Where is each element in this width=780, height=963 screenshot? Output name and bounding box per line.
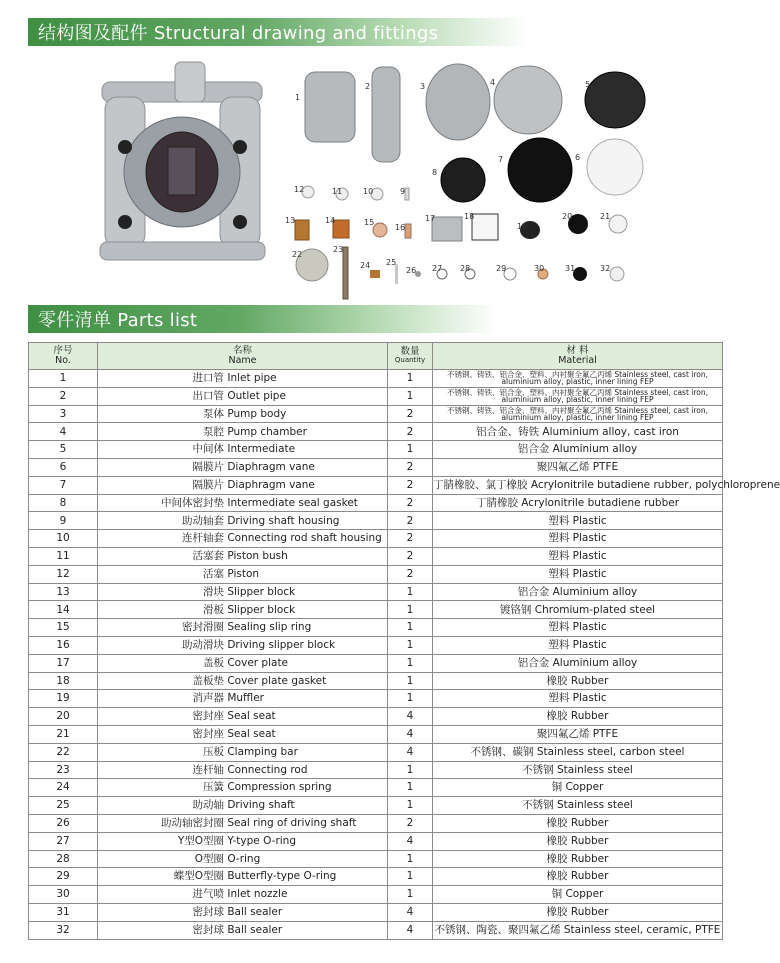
table-row <box>29 690 723 708</box>
part-name-zh: 隔膜片 <box>192 461 224 474</box>
part-material: 塑料 Plastic <box>433 619 723 637</box>
part-name-zh: 助动轴密封圈 <box>161 817 224 830</box>
part-number: 28 <box>29 850 98 868</box>
part-label-2: 2 <box>365 82 371 91</box>
table-header-row <box>29 343 723 370</box>
table-row <box>29 886 723 904</box>
part-name-zh: 进口管 <box>192 372 224 385</box>
part-quantity: 2 <box>388 405 433 423</box>
part-material: 塑料 Plastic <box>433 565 723 583</box>
part-name <box>98 601 388 619</box>
part-number: 11 <box>29 547 98 565</box>
part-number: 21 <box>29 725 98 743</box>
part-label-15: 15 <box>364 218 375 227</box>
section-banner-parts <box>28 305 498 333</box>
part-label-5: 5 <box>585 80 591 89</box>
part-label-27: 27 <box>432 264 443 273</box>
part-name <box>98 868 388 886</box>
part-material: 不锈钢、陶瓷、聚四氟乙烯 Stainless steel, ceramic, PTFE <box>433 921 723 939</box>
part-label-19: 19 <box>517 222 528 231</box>
part-name-zh: 出口管 <box>192 389 224 402</box>
part-material: 塑料 Plastic <box>433 547 723 565</box>
part-name <box>98 458 388 476</box>
part-name <box>98 832 388 850</box>
table-row <box>29 601 723 619</box>
part-name <box>98 690 388 708</box>
table-row <box>29 458 723 476</box>
part-name-zh: 连杆轴套 <box>182 532 224 545</box>
part-name-zh: 消声器 <box>192 692 224 705</box>
part-material: 聚四氟乙烯 PTFE <box>433 725 723 743</box>
part-name-zh: 滑板 <box>203 603 224 616</box>
part-name <box>98 423 388 441</box>
part-name-en: Driving slipper block <box>227 639 336 652</box>
pump-body-image <box>426 64 490 140</box>
diaphragm-ptfe-image <box>587 139 643 195</box>
part-name <box>98 565 388 583</box>
part-name-en: O-ring <box>227 852 261 865</box>
part-material: 不锈钢 Stainless steel <box>433 761 723 779</box>
part-label-24: 24 <box>360 261 371 270</box>
part-name-zh: 盖板垫 <box>192 674 224 687</box>
part-number: 30 <box>29 886 98 904</box>
part-quantity: 4 <box>388 708 433 726</box>
small-parts-row-1 <box>302 186 409 200</box>
outlet-pipe-image <box>372 67 400 162</box>
part-name-en: Cover plate <box>227 656 289 669</box>
part-material: 铝合金 Aluminium alloy <box>433 583 723 601</box>
part-label-21: 21 <box>600 212 611 221</box>
part-label-13: 13 <box>285 216 296 225</box>
part-name-en: Outlet pipe <box>227 389 286 402</box>
part-label-12: 12 <box>294 185 305 194</box>
table-row <box>29 761 723 779</box>
table-row <box>29 921 723 939</box>
part-name <box>98 476 388 494</box>
intermediate-image <box>585 72 645 128</box>
part-name-zh: 泵腔 <box>203 425 224 438</box>
table-row <box>29 619 723 637</box>
part-quantity: 4 <box>388 725 433 743</box>
part-number: 16 <box>29 636 98 654</box>
part-name-en: Clamping bar <box>227 745 298 758</box>
table-row <box>29 779 723 797</box>
part-name <box>98 814 388 832</box>
part-name-zh: 蝶型O型圈 <box>173 870 224 883</box>
part-name <box>98 547 388 565</box>
part-number: 9 <box>29 512 98 530</box>
part-number: 13 <box>29 583 98 601</box>
part-quantity: 1 <box>388 886 433 904</box>
part-name <box>98 708 388 726</box>
part-number: 6 <box>29 458 98 476</box>
section-title: 结构图及配件 Structural drawing and fittings <box>38 23 439 44</box>
part-label-14: 14 <box>325 216 336 225</box>
part-number: 22 <box>29 743 98 761</box>
part-quantity: 1 <box>388 387 433 405</box>
part-label-16: 16 <box>395 223 406 232</box>
part-name <box>98 530 388 548</box>
part-name <box>98 672 388 690</box>
part-name-en: Intermediate seal gasket <box>227 496 358 509</box>
part-material: 橡胶 Rubber <box>433 903 723 921</box>
part-quantity: 1 <box>388 619 433 637</box>
part-quantity: 1 <box>388 636 433 654</box>
part-name <box>98 405 388 423</box>
part-name-en: Connecting rod shaft housing <box>227 532 382 545</box>
part-number: 14 <box>29 601 98 619</box>
part-name-zh: 活塞 <box>203 567 224 580</box>
part-name-en: Y-type O-ring <box>227 834 296 847</box>
part-name-en: Piston <box>227 567 260 580</box>
part-quantity: 1 <box>388 601 433 619</box>
part-number: 10 <box>29 530 98 548</box>
table-row <box>29 476 723 494</box>
part-name <box>98 512 388 530</box>
part-material: 橡胶 Rubber <box>433 868 723 886</box>
part-quantity: 1 <box>388 850 433 868</box>
table-row <box>29 530 723 548</box>
part-name <box>98 903 388 921</box>
part-name-en: Compression spring <box>227 781 332 794</box>
inlet-pipe-image <box>305 72 355 142</box>
part-material: 塑料 Plastic <box>433 512 723 530</box>
part-name <box>98 921 388 939</box>
part-material: 橡胶 Rubber <box>433 850 723 868</box>
table-row <box>29 903 723 921</box>
part-quantity: 2 <box>388 814 433 832</box>
part-material: 橡胶 Rubber <box>433 832 723 850</box>
part-name-en: Seal seat <box>227 710 276 723</box>
part-material: 橡胶 Rubber <box>433 708 723 726</box>
part-label-31: 31 <box>565 264 576 273</box>
part-name <box>98 370 388 388</box>
part-quantity: 1 <box>388 441 433 459</box>
table-row <box>29 832 723 850</box>
pump-assembly-image <box>100 62 265 260</box>
part-material: 铝合金 Aluminium alloy <box>433 654 723 672</box>
part-name-zh: 连杆轴 <box>192 763 224 776</box>
part-name-en: Diaphragm vane <box>227 461 315 474</box>
part-name-en: Piston bush <box>227 550 288 563</box>
part-number: 5 <box>29 441 98 459</box>
part-number: 18 <box>29 672 98 690</box>
part-label-25: 25 <box>386 258 397 267</box>
part-label-20: 20 <box>562 212 573 221</box>
pump-chamber-image <box>494 66 562 134</box>
part-name-en: Intermediate <box>227 443 296 456</box>
part-name-zh: Y型O型圈 <box>177 834 224 847</box>
table-row <box>29 494 723 512</box>
small-parts-row-3 <box>296 247 624 299</box>
part-name-zh: 密封座 <box>192 728 224 741</box>
part-material: 橡胶 Rubber <box>433 814 723 832</box>
part-name <box>98 761 388 779</box>
part-name-zh: 进气喷 <box>192 888 224 901</box>
part-name-zh: O型圈 <box>194 852 224 865</box>
part-name-zh: 中间体密封垫 <box>161 496 224 509</box>
part-material: 不锈钢、铸铁、铝合金、塑料、内衬聚全氟乙丙烯 Stainless steel, cast iron, aluminium alloy, plastic, inner lining FEP <box>433 405 723 423</box>
table-row <box>29 725 723 743</box>
part-name-en: Seal ring of driving shaft <box>227 817 357 830</box>
part-number: 20 <box>29 708 98 726</box>
table-row <box>29 672 723 690</box>
part-name <box>98 387 388 405</box>
part-number: 8 <box>29 494 98 512</box>
part-quantity: 4 <box>388 743 433 761</box>
seal-gasket-image <box>441 158 485 202</box>
part-number: 15 <box>29 619 98 637</box>
part-quantity: 4 <box>388 921 433 939</box>
part-name-en: Ball sealer <box>227 906 283 919</box>
part-number: 4 <box>29 423 98 441</box>
part-name <box>98 886 388 904</box>
header-quantity: 数量 Quantity <box>388 343 433 370</box>
part-name-en: Butterfly-type O-ring <box>227 870 337 883</box>
part-number: 23 <box>29 761 98 779</box>
part-name <box>98 797 388 815</box>
part-number: 29 <box>29 868 98 886</box>
header-no: 序号 No. <box>29 343 98 370</box>
part-name <box>98 583 388 601</box>
part-number: 25 <box>29 797 98 815</box>
part-quantity: 1 <box>388 761 433 779</box>
part-name-en: Muffler <box>227 692 264 705</box>
part-material: 丁腈橡胶、氯丁橡胶 Acrylonitrile butadiene rubber, polychloroprene <box>433 476 723 494</box>
part-label-11: 11 <box>332 187 343 196</box>
part-name-en: Ball sealer <box>227 923 283 936</box>
part-name-zh: 密封滑圈 <box>182 621 224 634</box>
part-name <box>98 743 388 761</box>
part-quantity: 2 <box>388 476 433 494</box>
table-row <box>29 797 723 815</box>
part-number: 32 <box>29 921 98 939</box>
part-number: 27 <box>29 832 98 850</box>
part-quantity: 2 <box>388 494 433 512</box>
table-row <box>29 654 723 672</box>
small-parts-row-2 <box>295 214 627 241</box>
part-quantity: 2 <box>388 512 433 530</box>
part-name-en: Pump body <box>227 407 287 420</box>
table-row <box>29 708 723 726</box>
part-name-en: Slipper block <box>227 585 296 598</box>
part-material: 不锈钢、碳钢 Stainless steel, carbon steel <box>433 743 723 761</box>
part-quantity: 1 <box>388 672 433 690</box>
table-row <box>29 636 723 654</box>
table-row <box>29 423 723 441</box>
parts-table-body <box>29 370 780 940</box>
part-label-17: 17 <box>425 214 436 223</box>
part-quantity: 4 <box>388 832 433 850</box>
part-material: 不锈钢、铸铁、铝合金、塑料、内衬聚全氟乙丙烯 Stainless steel, cast iron, aluminium alloy, plastic, inner lining FEP <box>433 387 723 405</box>
part-label-26: 26 <box>406 266 417 275</box>
table-row <box>29 547 723 565</box>
part-label-18: 18 <box>464 212 475 221</box>
section-banner-structural <box>28 18 528 46</box>
table-row <box>29 868 723 886</box>
part-quantity: 1 <box>388 797 433 815</box>
part-label-1: 1 <box>295 93 301 102</box>
diaphragm-rubber-image <box>508 138 572 202</box>
part-name <box>98 725 388 743</box>
part-label-29: 29 <box>496 264 507 273</box>
part-quantity: 1 <box>388 690 433 708</box>
part-number: 24 <box>29 779 98 797</box>
part-material: 塑料 Plastic <box>433 636 723 654</box>
part-name-en: Driving shaft <box>227 799 295 812</box>
part-label-7: 7 <box>498 155 504 164</box>
parts-table <box>28 342 780 940</box>
part-material: 橡胶 Rubber <box>433 672 723 690</box>
part-material: 不锈钢、铸铁、铝合金、塑料、内衬聚全氟乙丙烯 Stainless steel, cast iron, aluminium alloy, plastic, inner lining FEP <box>433 370 723 388</box>
part-material: 塑料 Plastic <box>433 530 723 548</box>
part-name-zh: 压簧 <box>203 781 224 794</box>
part-label-28: 28 <box>460 264 471 273</box>
part-name-zh: 压板 <box>203 745 224 758</box>
part-number: 12 <box>29 565 98 583</box>
part-quantity: 2 <box>388 423 433 441</box>
part-quantity: 1 <box>388 370 433 388</box>
part-name-en: Slipper block <box>227 603 296 616</box>
part-number: 17 <box>29 654 98 672</box>
table-row <box>29 814 723 832</box>
part-material: 铜 Copper <box>433 779 723 797</box>
part-material: 铝合金 Aluminium alloy <box>433 441 723 459</box>
part-name-en: Inlet pipe <box>227 372 277 385</box>
table-row <box>29 850 723 868</box>
table-row <box>29 583 723 601</box>
part-name-zh: 助动轴套 <box>182 514 224 527</box>
part-name <box>98 850 388 868</box>
header-material: 材 料 Material <box>433 343 723 370</box>
part-name-zh: 隔膜片 <box>192 478 224 491</box>
part-material: 不锈钢 Stainless steel <box>433 797 723 815</box>
part-name-en: Sealing slip ring <box>227 621 312 634</box>
part-name-zh: 助动滑块 <box>182 639 224 652</box>
part-label-6: 6 <box>575 153 581 162</box>
part-material: 镀铬钢 Chromium-plated steel <box>433 601 723 619</box>
part-quantity: 1 <box>388 779 433 797</box>
part-name-zh: 密封球 <box>192 923 224 936</box>
part-quantity: 2 <box>388 530 433 548</box>
part-material: 铝合金、铸铁 Aluminium alloy, cast iron <box>433 423 723 441</box>
table-row <box>29 387 723 405</box>
part-name <box>98 636 388 654</box>
part-number: 7 <box>29 476 98 494</box>
part-label-22: 22 <box>292 250 303 259</box>
part-quantity: 2 <box>388 458 433 476</box>
part-name-en: Driving shaft housing <box>227 514 340 527</box>
part-name-en: Inlet nozzle <box>227 888 288 901</box>
part-name-en: Pump chamber <box>227 425 307 438</box>
part-number: 31 <box>29 903 98 921</box>
part-name-zh: 中间体 <box>192 443 224 456</box>
part-name-zh: 滑块 <box>203 585 224 598</box>
table-row <box>29 565 723 583</box>
part-name <box>98 494 388 512</box>
part-name <box>98 619 388 637</box>
table-row <box>29 441 723 459</box>
part-material: 丁腈橡胶 Acrylonitrile butadiene rubber <box>433 494 723 512</box>
part-label-4: 4 <box>490 78 496 87</box>
header-name: 名称 Name <box>98 343 388 370</box>
part-name-zh: 助动轴 <box>192 799 224 812</box>
part-name <box>98 654 388 672</box>
part-name-zh: 泵体 <box>203 407 224 420</box>
part-label-10: 10 <box>363 187 374 196</box>
part-number: 2 <box>29 387 98 405</box>
table-row <box>29 370 723 388</box>
structural-drawing <box>80 52 730 302</box>
table-row <box>29 743 723 761</box>
part-label-30: 30 <box>534 264 545 273</box>
part-label-23: 23 <box>333 245 344 254</box>
part-number: 1 <box>29 370 98 388</box>
part-name-en: Connecting rod <box>227 763 308 776</box>
part-quantity: 1 <box>388 583 433 601</box>
part-name <box>98 779 388 797</box>
part-quantity: 4 <box>388 903 433 921</box>
part-number: 26 <box>29 814 98 832</box>
part-name-en: Diaphragm vane <box>227 478 315 491</box>
part-material: 塑料 Plastic <box>433 690 723 708</box>
part-quantity: 2 <box>388 565 433 583</box>
part-name-zh: 密封球 <box>192 906 224 919</box>
part-material: 铜 Copper <box>433 886 723 904</box>
part-label-9: 9 <box>400 187 406 196</box>
part-name-zh: 活塞套 <box>192 550 224 563</box>
part-quantity: 2 <box>388 547 433 565</box>
part-material: 聚四氟乙烯 PTFE <box>433 458 723 476</box>
part-quantity: 1 <box>388 654 433 672</box>
part-name-zh: 盖板 <box>203 656 224 669</box>
part-label-3: 3 <box>420 82 426 91</box>
part-name <box>98 441 388 459</box>
part-label-8: 8 <box>432 168 438 177</box>
part-number: 19 <box>29 690 98 708</box>
part-name-zh: 密封座 <box>192 710 224 723</box>
part-number: 3 <box>29 405 98 423</box>
part-quantity: 1 <box>388 868 433 886</box>
part-label-32: 32 <box>600 264 611 273</box>
section-title: 零件清单 Parts list <box>38 310 198 331</box>
table-row <box>29 512 723 530</box>
table-row <box>29 405 723 423</box>
part-name-en: Cover plate gasket <box>227 674 327 687</box>
part-name-en: Seal seat <box>227 728 276 741</box>
